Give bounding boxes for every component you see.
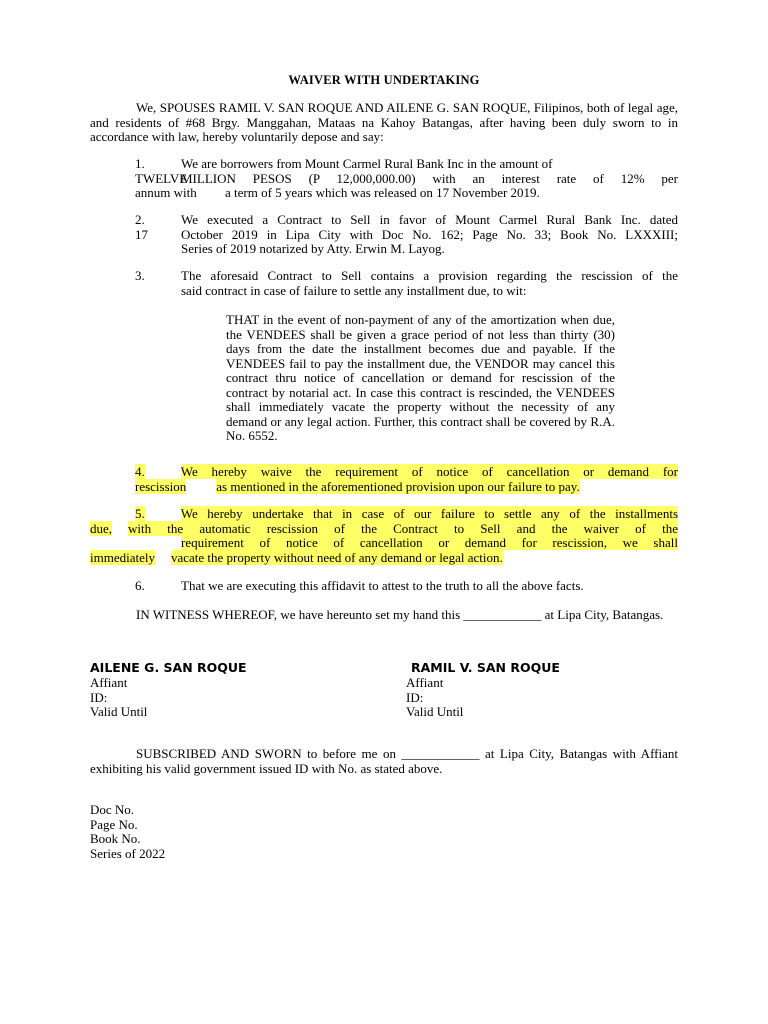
item-1-line3 bbox=[135, 186, 678, 201]
item-text: rescission bbox=[135, 478, 187, 494]
item-number: 6. bbox=[135, 578, 145, 593]
item-text: We hereby waive the requirement of notice of cancellation or demand for bbox=[180, 464, 678, 479]
item-text: 17 bbox=[135, 226, 148, 242]
signatory-valid-until: Valid Until bbox=[406, 704, 464, 719]
item-text: as mentioned in the aforementioned provision upon our failure to pay. bbox=[216, 478, 580, 494]
item-6 bbox=[135, 579, 678, 594]
item-text: That we are executing this affidavit to attest to the truth to all the above facts. bbox=[181, 578, 584, 593]
intro-paragraph: We, SPOUSES RAMIL V. SAN ROQUE AND AILENE G. SAN ROQUE, Filipinos, both of legal age, and residents of #68 Brgy. Manggahan, Mataas na Kahoy Batangas, after having been duly sworn to in accordance with law, hereby voluntarily depose and say: bbox=[90, 100, 678, 144]
page-no: Page No. bbox=[90, 816, 138, 832]
item-3 bbox=[135, 269, 678, 284]
item-text: We are borrowers from Mount Carmel Rural Bank Inc in the amount of bbox=[181, 156, 553, 171]
item-text: a term of 5 years which was released on 17 November 2019. bbox=[225, 185, 540, 200]
item-text: said contract in case of failure to settle any installment due, to wit: bbox=[181, 282, 527, 298]
item-text: TWELVE bbox=[135, 170, 188, 186]
document-title: WAIVER WITH UNDERTAKING bbox=[288, 73, 480, 87]
item-number: 1. bbox=[135, 156, 145, 171]
item-5-line3 bbox=[181, 536, 678, 551]
item-5-line2 bbox=[90, 522, 678, 537]
item-1 bbox=[135, 157, 678, 172]
item-number: 2. bbox=[135, 212, 145, 227]
signatory-name: RAMIL V. SAN ROQUE bbox=[411, 660, 560, 675]
series: Series of 2022 bbox=[90, 845, 166, 861]
item-2-line2 bbox=[135, 228, 678, 243]
item-text: Series of 2019 notarized by Atty. Erwin M. Layog. bbox=[181, 241, 445, 256]
signatory-role: Affiant bbox=[90, 675, 128, 690]
item-2-line3 bbox=[135, 242, 678, 257]
item-number: 4. bbox=[135, 464, 145, 479]
item-text: immediately bbox=[90, 549, 155, 565]
item-number: 5. bbox=[135, 506, 145, 521]
item-text: with the automatic rescission of the Contract to Sell and the waiver of the bbox=[128, 520, 678, 536]
signatory-valid-until: Valid Until bbox=[90, 704, 148, 719]
item-1-line2 bbox=[135, 172, 678, 187]
doc-no: Doc No. bbox=[90, 802, 135, 817]
item-number: 3. bbox=[135, 268, 145, 283]
item-text: annum with bbox=[135, 185, 197, 200]
item-5-line4 bbox=[90, 551, 678, 566]
signatory-role: Affiant bbox=[406, 675, 444, 690]
item-text: MILLION PESOS (P 12,000,000.00) with an interest rate of 12% per bbox=[181, 170, 678, 186]
item-text: We executed a Contract to Sell in favor of Mount Carmel Rural Bank Inc. dated bbox=[181, 212, 678, 227]
signatory-id: ID: bbox=[406, 689, 424, 705]
quoted-provision: THAT in the event of non-payment of any of the amortization when due, the VENDEES shall be given a grace period of not less than thirty (30) days from the date the installment becomes due and payable. If the VENDEES fail to pay the installment due, the VENDOR may cancel this contract thru notice of cancellation or demand for rescission of the contract by notarial act. In case this contract is rescinded, the VENDEES shall immediately vacate the property without the necessity of any demand or any legal action. Further, this contract shall be covered by R.A. No. 6552. bbox=[226, 312, 615, 443]
signatory-id: ID: bbox=[90, 689, 108, 705]
item-text: vacate the property without need of any demand or legal action. bbox=[170, 549, 503, 565]
item-text: due, bbox=[90, 520, 113, 536]
item-text: The aforesaid Contract to Sell contains a provision regarding the rescission of the bbox=[181, 268, 678, 283]
book-no: Book No. bbox=[90, 831, 141, 846]
item-5 bbox=[135, 507, 678, 522]
item-4 bbox=[135, 465, 678, 494]
item-2 bbox=[135, 213, 678, 228]
signatory-name: AILENE G. SAN ROQUE bbox=[90, 660, 247, 675]
jurat-paragraph: SUBSCRIBED AND SWORN to before me on ____________ at Lipa City, Batangas with Affiant exhibiting his valid government issued ID with No. as stated above. bbox=[90, 746, 678, 776]
item-text: We hereby undertake that in case of our failure to settle any of the installments bbox=[180, 506, 678, 521]
item-text: requirement of notice of cancellation or demand for rescission, we shall bbox=[181, 535, 678, 550]
item-3-line2 bbox=[135, 284, 678, 299]
witness-paragraph: IN WITNESS WHEREOF, we have hereunto set my hand this ____________ at Lipa City, Batangas. bbox=[136, 607, 664, 622]
item-text: October 2019 in Lipa City with Doc No. 162; Page No. 33; Book No. LXXXIII; bbox=[181, 226, 678, 242]
